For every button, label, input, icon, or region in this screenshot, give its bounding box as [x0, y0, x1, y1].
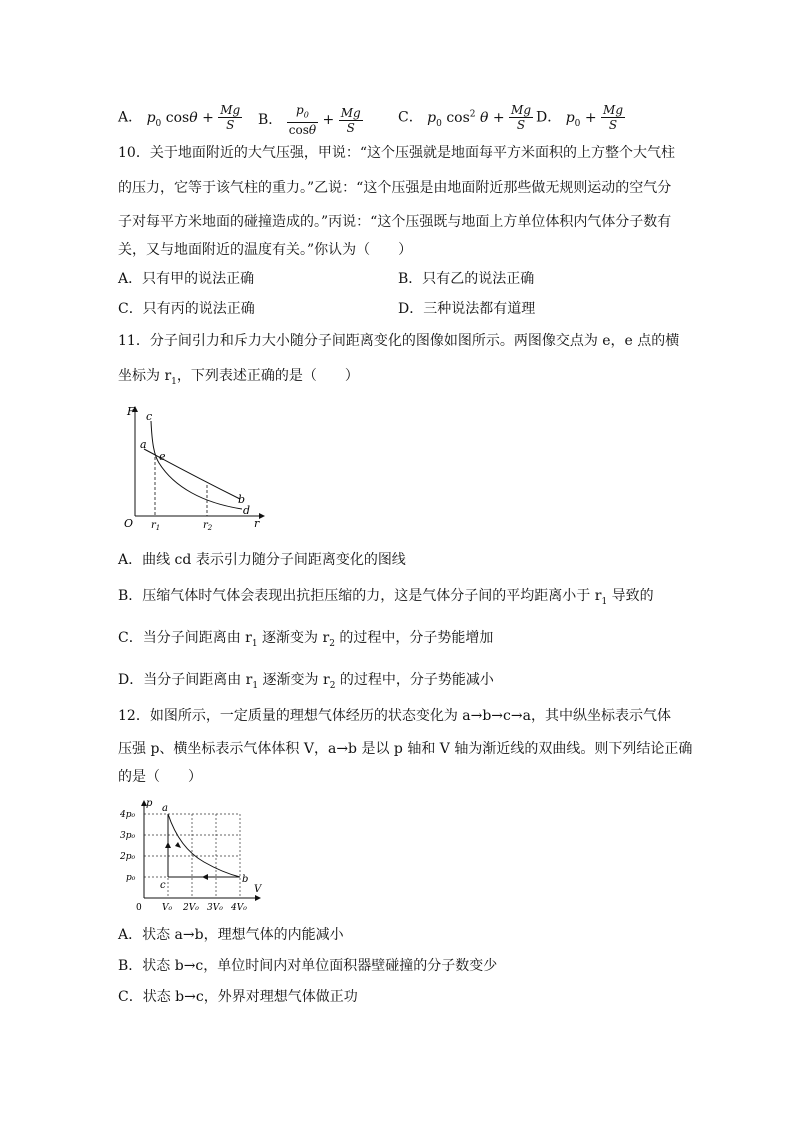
q11-force-graph [118, 403, 278, 533]
q11-stem-line-2-tail: ，下列表述正确的是（ ） [176, 368, 359, 384]
q11-option-c-sub1: 1 [251, 638, 258, 649]
q12-stem-line-3: 的是（ ） [118, 769, 202, 785]
q12-label-b: b [242, 874, 249, 885]
q12-option-b: B．状态 b→c，单位时间内对单位面积器壁碰撞的分子数变少 [118, 958, 498, 974]
q12-label-p: p [146, 798, 153, 809]
q12-grid [144, 814, 240, 898]
q12-arrow-ca [165, 842, 171, 848]
q11-option-b-text: B．压缩气体时气体会表现出抗拒压缩的力，这是气体分子间的平均距离小于 r [118, 588, 602, 604]
q12-ytick-3p0: 3p₀ [120, 831, 136, 841]
q12-pv-graph [118, 798, 268, 916]
q9-option-a-label: A． [118, 109, 143, 126]
q11-option-b-sub: 1 [601, 596, 608, 607]
q11-stem-line-1: 11．分子间引力和斥力大小随分子间距离变化的图像如图所示。两图像交点为 e，e 点的横 [118, 333, 680, 349]
q9-option-d-label: D． [536, 109, 562, 126]
q12-label-a: a [162, 803, 168, 814]
q11-option-d [118, 670, 494, 696]
q12-label-c: c [160, 880, 166, 891]
q9-formula-d: $p_0$ + $\frac{Mg}{S}$ [565, 103, 623, 132]
q11-curve-cd [151, 421, 242, 509]
q11-option-d-tail: 的过程中，分子势能减小 [335, 672, 494, 688]
q11-label-a: a [140, 438, 147, 451]
q10-stem-line-3: 子对每平方米地面的碰撞造成的。”丙说：“这个压强既与地面上方单位体积内气体分子数有 [118, 214, 672, 230]
q12-option-a: A．状态 a→b，理想气体的内能减小 [118, 927, 344, 943]
q11-option-c-sub2: 2 [329, 638, 335, 649]
q9-formula-b: $\frac{p_0}{\cos\theta}$ + $\frac{Mg}{S}$ [288, 103, 361, 138]
q12-label-V: V [254, 884, 262, 895]
q12-xtick-4v0: 4V₀ [231, 903, 247, 913]
q10-stem-line-1: 10．关于地面附近的大气压强，甲说：“这个压强就是地面每平方米面积的上方整个大气柱 [118, 145, 675, 161]
q11-option-c-text: C．当分子间距离由 r [118, 630, 252, 646]
q9-option-a [118, 103, 242, 132]
q12-ytick-4p0: 4p₀ [120, 810, 136, 820]
q12-xtick-2v0: 2V₀ [183, 903, 199, 913]
q11-stem-line-2-text: 坐标为 r [118, 368, 172, 384]
q11-label-b: b [238, 493, 246, 506]
q11-option-a: A．曲线 cd 表示引力随分子间距离变化的图线 [118, 552, 406, 568]
q10-stem-line-2: 的压力，它等于该气柱的重力。”乙说：“这个压强是由地面附近那些做无规则运动的空气分 [118, 180, 672, 196]
q9-option-c [398, 103, 533, 132]
q11-option-c-mid: 逐渐变为 r [257, 630, 330, 646]
q10-option-a: A．只有甲的说法正确 [118, 271, 255, 287]
q12-arrow-ab [175, 842, 181, 848]
q11-stem-sub: 1 [171, 376, 177, 387]
q11-option-d-sub1: 1 [252, 680, 259, 691]
q11-option-d-mid: 逐渐变为 r [258, 672, 330, 688]
q9-option-c-label: C． [398, 109, 423, 126]
q12-arrow-bc [202, 874, 208, 880]
q12-ytick-p0: p₀ [126, 873, 136, 883]
q11-label-d: d [243, 504, 251, 517]
q11-label-e: e [159, 450, 166, 463]
q11-option-b-tail: 导致的 [607, 588, 654, 604]
q11-option-d-text: D．当分子间距离由 r [118, 672, 253, 688]
q12-stem-line-1: 12．如图所示，一定质量的理想气体经历的状态变化为 a→b→c→a，其中纵坐标表示气体 [118, 708, 671, 724]
q11-option-c [118, 628, 493, 654]
q12-xtick-3v0: 3V₀ [207, 903, 223, 913]
q11-stem-line-2 [118, 366, 359, 392]
q12-stem-line-2: 压强 p、横坐标表示气体体积 V，a→b 是以 p 轴和 V 轴为渐近线的双曲线。则下列结论正确 [118, 741, 693, 757]
q12-xtick-v0: V₀ [162, 903, 173, 913]
q11-option-c-tail: 的过程中，分子势能增加 [334, 630, 494, 646]
q11-label-O: O [124, 517, 134, 530]
q9-option-b-label: B． [258, 112, 283, 129]
q11-label-r1: $r_1$ [151, 520, 161, 532]
q11-label-r2: $r_2$ [203, 520, 213, 532]
q12-option-c: C．状态 b→c，外界对理想气体做正功 [118, 989, 358, 1005]
q11-label-c: c [146, 410, 153, 423]
q9-formula-a: $p_0$ cosθ + $\frac{Mg}{S}$ [146, 103, 241, 132]
q10-option-b: B．只有乙的说法正确 [398, 271, 535, 287]
q12-label-origin: 0 [136, 903, 142, 913]
q9-option-d [536, 103, 625, 132]
q11-label-r: r [254, 517, 260, 530]
q11-option-b [118, 586, 654, 612]
fraction-mg-s: $\frac{Mg}{S}$ [220, 103, 241, 132]
q10-option-c: C．只有丙的说法正确 [118, 301, 255, 317]
q12-ytick-2p0: 2p₀ [120, 852, 136, 862]
q10-stem-line-4: 关，又与地面附近的温度有关。”你认为（ ） [118, 242, 413, 258]
q9-formula-c: $p_0$ $\cos^2 \theta$ + $\frac{Mg}{S}$ [427, 103, 532, 132]
q9-option-b [258, 103, 363, 137]
q11-label-F: F [127, 405, 135, 418]
q10-option-d: D．三种说法都有道理 [398, 301, 536, 317]
q11-option-d-sub2: 2 [329, 680, 336, 691]
